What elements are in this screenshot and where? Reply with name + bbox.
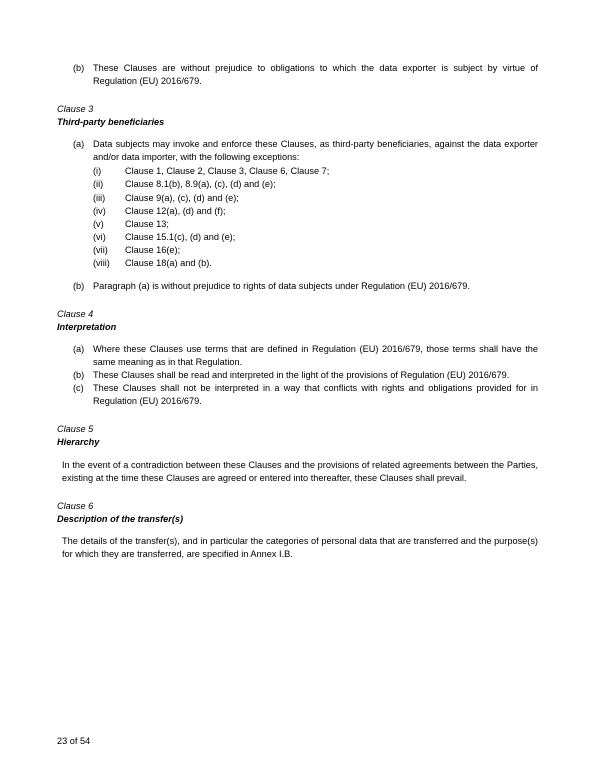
list-item-marker: (a) [73,344,85,355]
list-item-marker: (iii) [93,192,106,203]
list-item-marker: (ii) [93,179,104,190]
list-item-text: Clause 1, Clause 2, Clause 3, Clause 6, Clause 7; [125,166,330,177]
list-item [93,218,540,231]
list-item-marker: (v) [93,218,104,229]
list-item-text: These Clauses are without prejudice to obligations to which the data exporter is subject by virtue of Regulation (EU) 2016/679. [93,63,538,87]
list-item [57,369,540,382]
list-item [57,62,540,88]
list-item-text: Clause 12(a), (d) and (f); [125,205,226,216]
list-item-text: These Clauses shall not be interpreted in a way that conflicts with rights and obligations provided for in Regulation (EU) 2016/679. [93,383,538,407]
list-item-text: These Clauses shall be read and interpreted in the light of the provisions of Regulation (EU) 2016/679. [93,370,510,381]
list-item-text: Clause 8.1(b), 8.9(a), (c), (d) and (e); [125,179,276,190]
list-item-text: Paragraph (a) is without prejudice to rights of data subjects under Regulation (EU) 2016/679. [93,280,470,291]
clause-number: Clause 4 [57,308,94,319]
clause-number: Clause 3 [57,104,94,115]
clause-paragraph: In the event of a contradiction between these Clauses and the provisions of related agreements between the Parties, existing at the time these Clauses are agreed or entered into thereafter, these Clauses shall prevail. [62,459,538,483]
list-item-marker: (b) [73,63,85,73]
list-item-marker: (iv) [93,205,106,216]
list-item [93,192,540,205]
list-item [57,280,540,293]
list-item [93,165,540,178]
clause-title: Hierarchy [57,437,100,448]
clause-title: Third-party beneficiaries [57,117,165,128]
list-item-marker: (i) [93,166,102,177]
list-item-marker: (vi) [93,231,106,242]
list-item-text: Where these Clauses use terms that are defined in Regulation (EU) 2016/679, those terms shall have the same meaning as in that Regulation. [93,344,538,368]
clause-number: Clause 5 [57,424,94,435]
roman-sublist [93,165,540,270]
list-item [93,244,540,257]
clause-number: Clause 6 [57,500,94,511]
list-item-marker: (b) [73,370,85,381]
list-item-text: Clause 18(a) and (b). [125,257,212,268]
list-item [93,205,540,218]
clause-heading [57,500,540,526]
list-item [93,178,540,191]
clause-title: Description of the transfer(s) [57,513,184,524]
clause-title: Interpretation [57,322,117,332]
list-item [57,382,540,408]
list-item-text: Clause 16(e); [125,244,181,255]
list-item-marker: (a) [73,139,85,150]
clause-heading [57,103,540,129]
list-item [57,138,540,164]
list-item-marker: (c) [73,383,84,394]
list-item [93,231,540,244]
list-item [93,257,540,270]
clause-heading [57,308,540,334]
page-footer: 23 of 54 [57,735,91,746]
list-item [57,343,540,369]
list-item-text: Clause 13; [125,218,169,229]
list-item-text: Clause 15.1(c), (d) and (e); [125,231,236,242]
clause-paragraph: The details of the transfer(s), and in particular the categories of personal data that are transferred and the purpose(s) for which they are transferred, are specified in Annex I.B. [62,535,538,559]
clause-heading [57,423,540,449]
list-item-marker: (b) [73,280,85,291]
list-item-text: Data subjects may invoke and enforce these Clauses, as third-party beneficiaries, against the data exporter and/or data importer, with the following exceptions: [93,139,538,163]
list-item-marker: (viii) [93,257,110,268]
list-item-text: Clause 9(a), (c), (d) and (e); [125,192,239,203]
list-item-marker: (vii) [93,244,108,255]
